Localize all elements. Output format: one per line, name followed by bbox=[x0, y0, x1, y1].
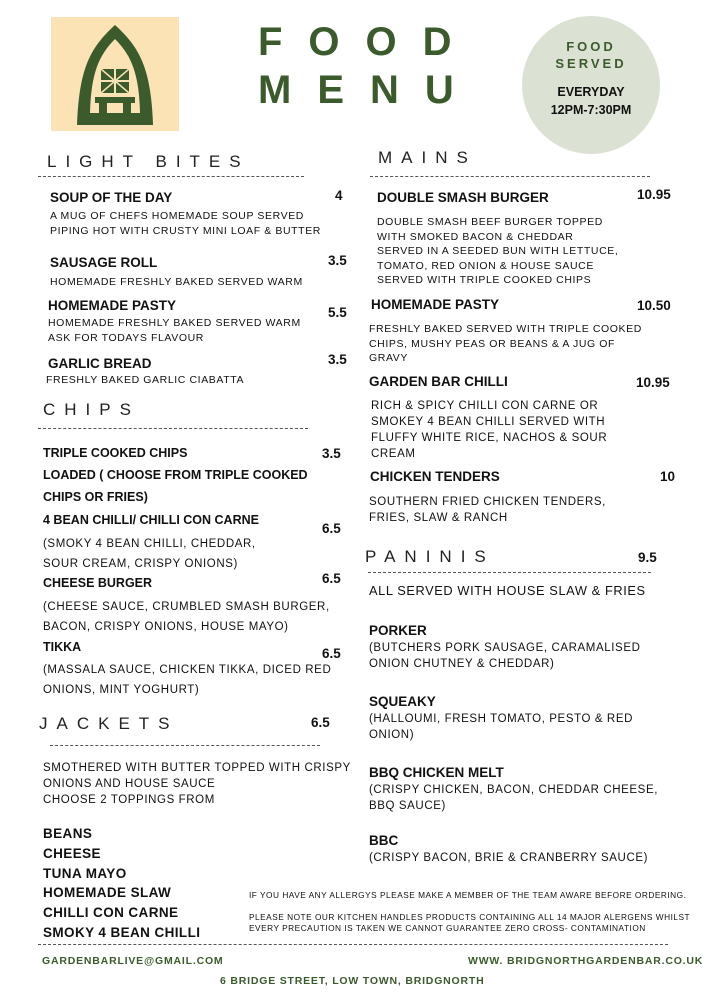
menu-item-name: GARDEN BAR CHILLI bbox=[369, 374, 508, 389]
menu-item-description: A MUG OF CHEFS HOMEMADE SOUP SERVED PIPING HOT WITH CRUSTY MINI LOAF & BUTTER bbox=[50, 210, 321, 237]
divider bbox=[38, 176, 304, 177]
menu-item-name: LOADED ( CHOOSE FROM TRIPLE COOKED bbox=[43, 468, 308, 482]
menu-item-description: RICH & SPICY CHILLI CON CARNE OR SMOKEY 4 BEAN CHILLI SERVED WITH FLUFFY WHITE RICE, NACHOS & SOUR CREAM bbox=[371, 400, 608, 460]
email-link[interactable]: GARDENBARLIVE@GMAIL.COM bbox=[42, 955, 224, 967]
section-heading-jackets: JACKETS bbox=[39, 714, 179, 733]
menu-item-description: FRESHLY BAKED SERVED WITH TRIPLE COOKED CHIPS, MUSHY PEAS OR BEANS & A JUG OF GRAVY bbox=[369, 323, 642, 364]
topping-item: BEANS bbox=[43, 826, 93, 841]
website-link[interactable]: WWW. BRIDGNORTHGARDENBAR.CO.UK bbox=[468, 955, 704, 967]
menu-item-description: (CRISPY CHICKEN, BACON, CHEDDAR CHEESE, BBQ SAUCE) bbox=[369, 784, 659, 812]
menu-item-description: (SMOKY 4 BEAN CHILLI, CHEDDAR, SOUR CREAM, CRISPY ONIONS) bbox=[43, 538, 256, 570]
menu-item-price: 10.95 bbox=[636, 375, 670, 390]
topping-item: HOMEMADE SLAW bbox=[43, 885, 172, 901]
menu-item-price: 3.5 bbox=[328, 352, 347, 367]
menu-item-description: (HALLOUMI, FRESH TOMATO, PESTO & RED ONION) bbox=[369, 713, 633, 741]
paninis-price: 9.5 bbox=[638, 550, 657, 565]
badge-line-2: SERVED bbox=[555, 56, 627, 71]
menu-item-description: (MASSALA SAUCE, CHICKEN TIKKA, DICED RED ONIONS, MINT YOGHURT) bbox=[43, 664, 332, 696]
topping-item: SMOKY 4 BEAN CHILLI bbox=[43, 924, 201, 940]
section-heading-mains: MAINS bbox=[378, 148, 477, 167]
menu-item-description: (CRISPY BACON, BRIE & CRANBERRY SAUCE) bbox=[369, 852, 649, 864]
menu-item-name: HOMEMADE PASTY bbox=[48, 298, 177, 313]
menu-item-price: 10.50 bbox=[637, 298, 671, 313]
menu-item-description: FRESHLY BAKED GARLIC CIABATTA bbox=[46, 374, 245, 386]
divider bbox=[38, 428, 308, 429]
menu-item-name: SQUEAKY bbox=[369, 694, 436, 709]
menu-item-name: PORKER bbox=[369, 623, 427, 638]
menu-item-name: TIKKA bbox=[43, 640, 82, 654]
menu-item-description: HOMEMADE FRESHLY BAKED SERVED WARM bbox=[50, 276, 303, 288]
divider bbox=[38, 944, 668, 945]
menu-item-name: BBC bbox=[369, 833, 399, 848]
menu-item-name: CHEESE BURGER bbox=[43, 576, 153, 590]
paninis-subtitle: ALL SERVED WITH HOUSE SLAW & FRIES bbox=[369, 583, 646, 598]
section-heading-light-bites: LIGHT BITES bbox=[47, 152, 250, 171]
menu-item-name: SAUSAGE ROLL bbox=[50, 255, 158, 270]
badge-line-3: EVERYDAY bbox=[557, 85, 625, 99]
title-line-1: FOOD bbox=[258, 20, 478, 64]
jackets-price: 6.5 bbox=[311, 715, 330, 730]
menu-item-description: SOUTHERN FRIED CHICKEN TENDERS, FRIES, SLAW & RANCH bbox=[369, 496, 606, 524]
section-heading-paninis: PANINIS bbox=[365, 547, 495, 566]
menu-item-price: 10.95 bbox=[637, 187, 671, 202]
topping-item: CHILLI CON CARNE bbox=[43, 905, 179, 921]
allergy-note: PLEASE NOTE OUR KITCHEN HANDLES PRODUCTS CONTAINING ALL 14 MAJOR ALERGENS WHILST EVERY PRECAUTION IS TAKEN WE CANNOT GUARANTEE ZERO CROSS- CONTAMINATION bbox=[249, 912, 691, 933]
jackets-toppings-list bbox=[43, 824, 200, 943]
menu-item-name: GARLIC BREAD bbox=[48, 356, 152, 371]
topping-item: TUNA MAYO bbox=[43, 865, 127, 881]
menu-item-price: 6.5 bbox=[322, 521, 341, 536]
menu-item-name: SOUP OF THE DAY bbox=[50, 190, 173, 205]
menu-item-name: HOMEMADE PASTY bbox=[371, 297, 500, 312]
topping-item: CHEESE bbox=[43, 845, 101, 861]
menu-item-price: 6.5 bbox=[322, 571, 341, 586]
menu-item-description: (CHEESE SAUCE, CRUMBLED SMASH BURGER, BACON, CRISPY ONIONS, HOUSE MAYO) bbox=[43, 601, 330, 633]
menu-item-price: 3.5 bbox=[322, 446, 341, 461]
logo bbox=[51, 17, 179, 131]
timber-house-logo-icon bbox=[51, 17, 179, 131]
menu-item-price: 5.5 bbox=[328, 305, 347, 320]
divider bbox=[368, 572, 651, 573]
menu-item-price: 3.5 bbox=[328, 253, 347, 268]
menu-item-description: (BUTCHERS PORK SAUSAGE, CARAMALISED ONION CHUTNEY & CHEDDAR) bbox=[369, 642, 641, 670]
allergy-note: IF YOU HAVE ANY ALLERGYS PLEASE MAKE A MEMBER OF THE TEAM AWARE BEFORE ORDERING. bbox=[249, 890, 687, 900]
menu-item-name: CHIPS OR FRIES) bbox=[43, 490, 148, 504]
menu-item-description: HOMEMADE FRESHLY BAKED SERVED WARM ASK FOR TODAYS FLAVOUR bbox=[48, 317, 301, 344]
menu-item-price: 4 bbox=[335, 188, 343, 203]
menu-item-name: 4 BEAN CHILLI/ CHILLI CON CARNE bbox=[43, 513, 259, 527]
title-line-2: MENU bbox=[258, 68, 480, 112]
menu-item-price: 10 bbox=[660, 469, 676, 484]
menu-item-name: DOUBLE SMASH BURGER bbox=[377, 190, 549, 205]
divider bbox=[370, 176, 650, 177]
jackets-description: SMOTHERED WITH BUTTER TOPPED WITH CRISPY ONIONS AND HOUSE SAUCE CHOOSE 2 TOPPINGS FROM bbox=[43, 762, 351, 806]
address: 6 BRIDGE STREET, LOW TOWN, BRIDGNORTH bbox=[220, 975, 485, 987]
section-heading-chips: CHIPS bbox=[43, 400, 140, 419]
menu-item-name: TRIPLE COOKED CHIPS bbox=[43, 446, 188, 460]
menu-item-name: BBQ CHICKEN MELT bbox=[369, 765, 504, 780]
badge-line-1: FOOD bbox=[566, 39, 616, 54]
divider bbox=[50, 745, 320, 746]
menu-item-name: CHICKEN TENDERS bbox=[370, 469, 500, 484]
page-title bbox=[258, 18, 478, 114]
badge-line-4: 12PM-7:30PM bbox=[550, 103, 632, 117]
menu-item-price: 6.5 bbox=[322, 646, 341, 661]
menu-item-description: DOUBLE SMASH BEEF BURGER TOPPED WITH SMOKED BACON & CHEDDAR SERVED IN A SEEDED BUN WITH LETTUCE, TOMATO, RED ONION & HOUSE SAUCE SERVED WITH TRIPLE COOKED CHIPS bbox=[377, 216, 619, 286]
hours-badge bbox=[522, 16, 660, 154]
